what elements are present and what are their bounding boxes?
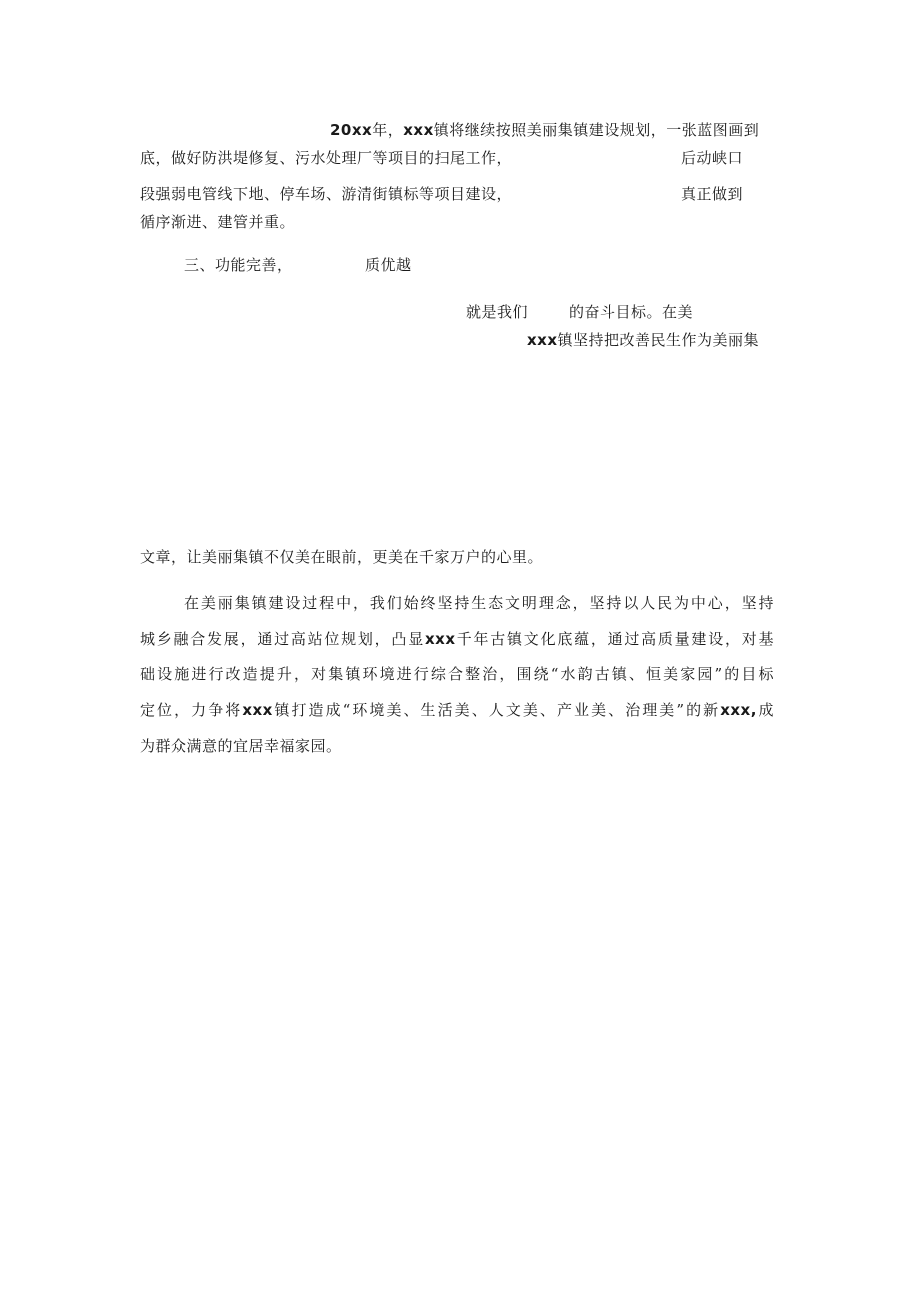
text-line-2-right: 后动峡口 [681,149,744,167]
paragraph-line-2: 城乡融合发展，通过高站位规划，凸显xxx千年古镇文化底蕴，通过高质量建设，对基 [140,630,774,648]
text-line-3-left: 段强弱电管线下地、停车场、游清街镇标等项目建设， [140,185,513,203]
town-placeholder: xxx [242,701,273,719]
text-line-4: 循序渐进、建管并重。 [140,213,296,231]
town-placeholder: xxx [527,331,558,349]
paragraph-line-5: 为群众满意的宜居幸福家园。 [140,737,342,755]
text-line-8: 文章，让美丽集镇不仅美在眼前，更美在千家万户的心里。 [140,548,544,566]
paragraph-line-3: 础设施进行改造提升，对集镇环境进行综合整治，围绕“水韵古镇、恒美家园”的目标 [140,665,774,683]
text-line-1: 20xx年，xxx镇将继续按照美丽集镇建设规划，一张蓝图画到 [330,121,760,139]
text-line-3-right: 真正做到 [681,185,744,203]
paragraph-line-1: 在美丽集镇建设过程中，我们始终坚持生态文明理念，坚持以人民为中心，坚持 [184,594,774,612]
paragraph-line-4: 定位，力争将xxx镇打造成“环境美、生活美、人文美、产业美、治理美”的新xxx,成 [140,701,774,719]
section-heading-left: 三、功能完善， [184,256,293,274]
town-placeholder: xxx [424,630,456,648]
text-line-2-left: 底，做好防洪堤修复、污水处理厂等项目的扫尾工作， [140,149,513,167]
text-line-6-right: 的奋斗目标。在美 [569,303,694,321]
town-placeholder: xxx, [720,701,757,719]
text-line-7: xxx镇坚持把改善民生作为美丽集 [527,331,760,349]
text-line-6-left: 就是我们 [466,303,529,321]
town-placeholder: xxx [403,121,434,139]
section-heading-right: 质优越 [365,256,412,274]
year-text: 20xx [330,121,373,139]
